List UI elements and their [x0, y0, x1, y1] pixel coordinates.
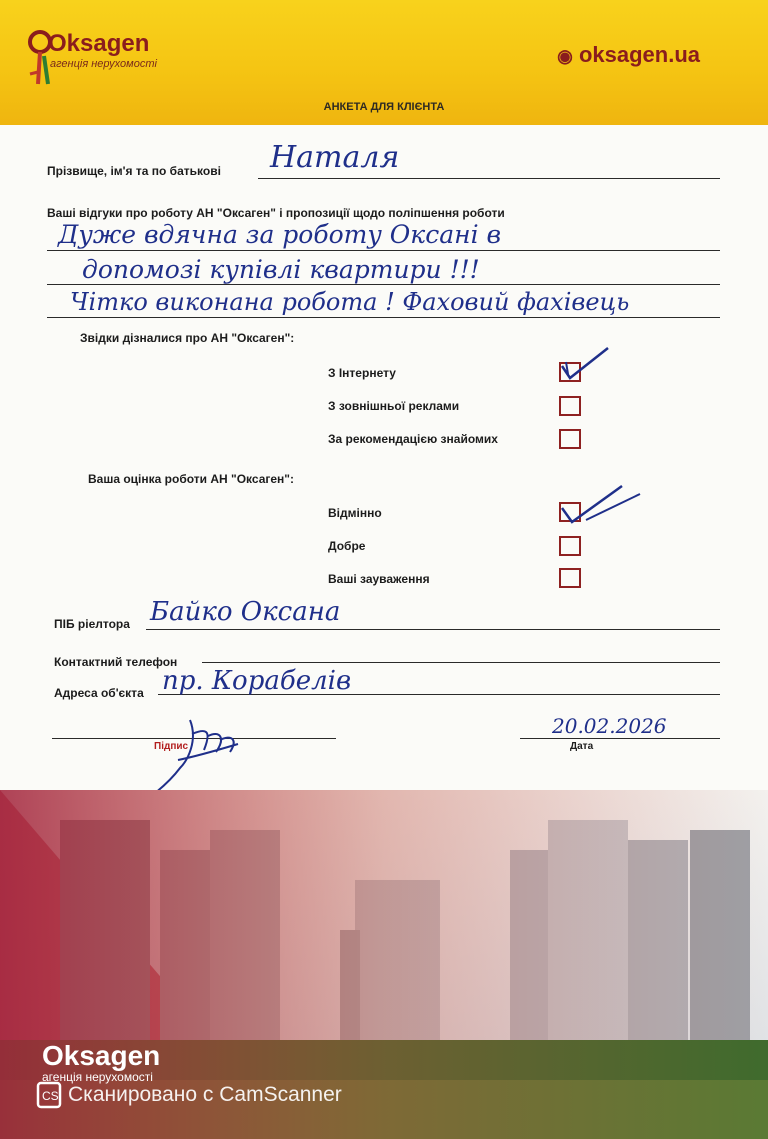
source-option-ads: З зовнішньої реклами [328, 399, 460, 413]
source-option-internet: З Інтернету [328, 366, 396, 380]
name-label: Прізвище, ім'я та по батькові [47, 164, 221, 178]
rating-option-remarks: Ваші зауваження [328, 572, 430, 586]
name-line [258, 178, 720, 179]
checkbox-recommend[interactable] [559, 429, 581, 449]
checkmark-icon [556, 480, 646, 528]
website-text: oksagen.ua [578, 42, 700, 67]
checkbox-good[interactable] [559, 536, 581, 556]
brand-tagline: агенція нерухомості [50, 58, 157, 70]
header-band [0, 0, 768, 125]
feedback-line-3 [47, 317, 720, 318]
feedback-line-2 [47, 284, 720, 285]
source-label: Звідки дізналися про АН "Оксаген": [80, 331, 295, 345]
checkmark-icon [556, 344, 616, 386]
website-link[interactable] [557, 42, 700, 68]
feedback-text-1[interactable]: Дуже вдячна за роботу Оксані в [58, 220, 502, 249]
feedback-line-1 [47, 250, 720, 251]
checkbox-ads[interactable] [559, 396, 581, 416]
footer-logo [42, 1040, 160, 1084]
brand-logo [30, 28, 200, 88]
name-value[interactable]: Наталя [270, 140, 400, 175]
camscanner-watermark: Сканировано с CamScanner [68, 1083, 342, 1106]
address-label: Адреса об'єкта [54, 686, 144, 700]
checkbox-remarks[interactable] [559, 568, 581, 588]
footer-tagline: агенція нерухомості [42, 1070, 153, 1084]
source-option-recommend: За рекомендацією знайомих [328, 432, 498, 446]
camscanner-icon [36, 1081, 62, 1109]
feedback-text-3[interactable]: Чітко виконана робота ! Фаховий фахівець [70, 288, 630, 316]
address-value[interactable]: пр. Корабелів [162, 666, 352, 696]
date-label: Дата [570, 741, 594, 752]
phone-line [202, 662, 720, 663]
realtor-value[interactable]: Байко Оксана [150, 597, 341, 627]
rating-option-excellent: Відмінно [328, 506, 382, 520]
realtor-line [146, 629, 720, 630]
phone-label: Контактний телефон [54, 655, 178, 669]
brand-name: Oksagen [48, 30, 150, 57]
feedback-text-2[interactable]: допомозі купівлі квартири !!! [82, 255, 480, 284]
date-line [520, 738, 720, 739]
feedback-label: Ваші відгуки про роботу АН "Оксаген" і пропозиції щодо поліпшення роботи [47, 206, 505, 220]
date-value[interactable]: 20.02.2026 [552, 714, 667, 738]
form-title: АНКЕТА ДЛЯ КЛІЄНТА [323, 101, 445, 113]
rating-option-good: Добре [328, 539, 366, 553]
rating-label: Ваша оцінка роботи АН "Оксаген": [88, 472, 294, 486]
globe-icon: ◉ [557, 46, 573, 66]
footer-brand: Oksagen [42, 1040, 161, 1071]
signature-label: Підпис [154, 741, 189, 752]
realtor-label: ПІБ ріелтора [54, 617, 130, 631]
svg-text:CS: CS [42, 1089, 59, 1103]
